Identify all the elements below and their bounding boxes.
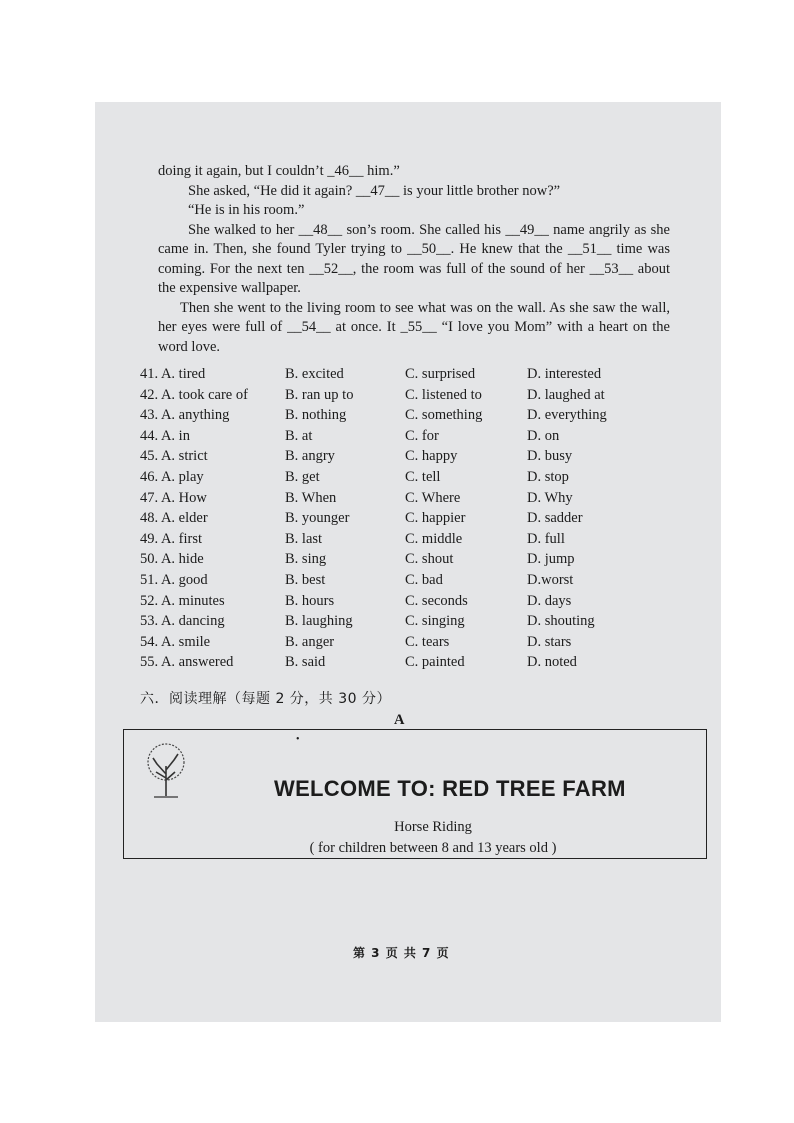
option-row (140, 426, 640, 447)
option-choice: C. for (405, 427, 439, 444)
option-choice: C. something (405, 407, 483, 424)
option-number-and-a: 50. A. hide (140, 551, 204, 568)
option-row (140, 467, 640, 488)
exam-page (95, 102, 721, 1022)
option-choice: B. best (285, 571, 326, 588)
option-number-and-a: 41. A. tired (140, 366, 206, 382)
option-row (140, 364, 640, 385)
option-choice: B. laughing (285, 613, 353, 630)
option-choice: C. tell (405, 468, 441, 485)
advert-age-note: ( for children between 8 and 13 years old ) (309, 840, 557, 856)
option-row (140, 488, 640, 509)
option-choice: B. angry (285, 448, 335, 465)
option-choice: B. excited (285, 366, 344, 382)
option-choice: C. bad (405, 571, 443, 588)
option-choice: B. When (285, 489, 337, 506)
option-number-and-a: 51. A. good (140, 571, 208, 588)
option-choice: C. surprised (405, 366, 476, 382)
part-letter: A (394, 712, 405, 728)
answer-options-table (140, 364, 640, 673)
option-choice: C. happier (405, 510, 466, 527)
option-number-and-a: 43. A. anything (140, 407, 230, 424)
option-choice: D. on (527, 427, 560, 444)
option-choice: B. sing (285, 551, 327, 568)
passage-paragraph: doing it again, but I couldn’t _46__ him.” (158, 163, 400, 179)
option-row (140, 549, 640, 570)
advert-title: WELCOME TO: RED TREE FARM (274, 776, 626, 801)
option-choice: D. sadder (527, 510, 583, 527)
option-choice: D. shouting (527, 613, 595, 630)
page-number: 第 3 页 共 7 页 (353, 946, 450, 960)
option-row (140, 385, 640, 406)
option-choice: B. at (285, 427, 313, 444)
option-choice: D. noted (527, 654, 577, 671)
option-choice: C. middle (405, 530, 463, 547)
option-choice: D. jump (527, 551, 575, 568)
option-number-and-a: 48. A. elder (140, 510, 208, 527)
option-choice: D. days (527, 592, 572, 609)
option-choice: B. ran up to (285, 386, 354, 403)
cloze-passage (158, 162, 670, 357)
farm-advert-box (123, 729, 707, 859)
option-number-and-a: 53. A. dancing (140, 613, 225, 630)
option-choice: D. Why (527, 489, 573, 506)
option-number-and-a: 55. A. answered (140, 654, 234, 671)
option-row (140, 611, 640, 632)
section-title: 六．阅读理解（每题 2 分，共 30 分） (140, 691, 392, 707)
option-choice: B. younger (285, 510, 350, 527)
option-number-and-a: 47. A. How (140, 489, 207, 506)
dot-mark: • (296, 734, 300, 745)
option-choice: B. anger (285, 633, 335, 650)
passage-paragraph: Then she went to the living room to see what was on the wall. As she saw the wall, her eyes were full of __54__ at once. It _55__ “I love you Mom” with a heart on the word love. (158, 299, 670, 355)
tree-logo-icon (142, 740, 190, 800)
option-row (140, 446, 640, 467)
option-number-and-a: 45. A. strict (140, 448, 208, 465)
option-choice: B. said (285, 654, 326, 671)
option-number-and-a: 46. A. play (140, 468, 204, 485)
option-choice: D. full (527, 530, 565, 547)
option-choice: B. last (285, 530, 323, 547)
option-choice: C. shout (405, 551, 454, 568)
option-choice: B. hours (285, 592, 335, 609)
passage-paragraph: “He is in his room.” (188, 202, 305, 218)
option-choice: C. happy (405, 448, 458, 465)
advert-subtitle: Horse Riding (394, 819, 472, 835)
option-choice: D.worst (527, 571, 574, 588)
option-row (140, 591, 640, 612)
option-number-and-a: 52. A. minutes (140, 592, 225, 609)
option-choice: D. busy (527, 448, 573, 465)
option-choice: B. nothing (285, 407, 347, 424)
option-choice: D. stop (527, 468, 569, 485)
option-choice: C. seconds (405, 592, 468, 609)
option-choice: B. get (285, 468, 320, 485)
option-choice: C. singing (405, 613, 465, 630)
option-number-and-a: 42. A. took care of (140, 386, 248, 403)
option-number-and-a: 54. A. smile (140, 633, 211, 650)
passage-paragraph: She asked, “He did it again? __47__ is your little brother now?” (188, 182, 561, 199)
option-row (140, 529, 640, 550)
option-choice: D. everything (527, 407, 607, 424)
passage-paragraph: She walked to her __48__ son’s room. She called his __49__ name angrily as she came in. Then, she found Tyler trying to __50__. He knew that the __51__ time was coming. For the next ten __52__, the room was full of the sound of her __53__ about the expensive wallpaper. (158, 221, 670, 296)
option-row (140, 508, 640, 529)
option-choice: C. listened to (405, 386, 482, 403)
option-choice: C. tears (405, 633, 450, 650)
option-number-and-a: 49. A. first (140, 530, 203, 547)
option-row (140, 632, 640, 653)
option-row (140, 652, 640, 673)
option-row (140, 570, 640, 591)
option-choice: D. laughed at (527, 386, 605, 403)
option-choice: C. Where (405, 489, 461, 506)
option-choice: D. interested (527, 366, 602, 382)
option-choice: D. stars (527, 633, 572, 650)
option-row (140, 405, 640, 426)
option-number-and-a: 44. A. in (140, 427, 190, 444)
option-choice: C. painted (405, 654, 465, 671)
